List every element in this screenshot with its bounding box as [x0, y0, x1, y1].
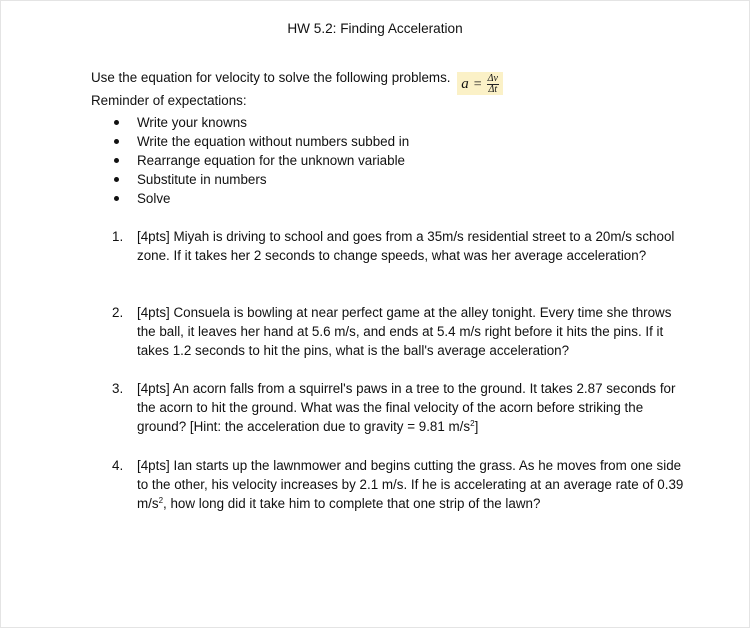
- problem-text-main: [4pts] An acorn falls from a squirrel's paws in a tree to the ground. It takes 2.87 seconds for the acorn to hit the ground. What was the final velocity of the acorn before striking the ground? [Hint: the acceleration due to gravity = 9.81 m/s: [137, 381, 676, 435]
- intro-text: Use the equation for velocity to solve the following problems.: [91, 70, 451, 85]
- list-item-text: Solve: [137, 191, 171, 206]
- list-item: [112, 189, 409, 208]
- problem-3: [112, 379, 692, 437]
- problem-4: [112, 456, 692, 514]
- list-item-text: Write your knowns: [137, 115, 247, 130]
- problem-2: [112, 303, 692, 361]
- problem-text: [137, 456, 692, 514]
- bullet-icon: [114, 139, 119, 144]
- list-item-text: Write the equation without numbers subbed in: [137, 134, 410, 149]
- problem-text-tail: , how long did it take him to complete that one strip of the lawn?: [163, 496, 541, 512]
- list-item-text: Substitute in numbers: [137, 172, 267, 187]
- superscript-exponent: 2: [470, 419, 475, 429]
- acceleration-formula: [457, 72, 503, 95]
- superscript-exponent: 2: [158, 496, 164, 506]
- problem-text: [4pts] Consuela is bowling at near perfect game at the alley tonight. Every time she throws the ball, it leaves her hand at 5.6 m/s, and ends at 5.4 m/s right before it hits the pins. If it takes 1.2 seconds to hit the pins, what is the ball's average acceleration?: [137, 305, 672, 359]
- problem-number: 3.: [112, 381, 124, 396]
- list-item: [112, 113, 409, 132]
- bullet-icon: [114, 158, 119, 163]
- problem-text: [137, 379, 692, 437]
- formula-denominator: Δt: [488, 84, 498, 95]
- problem-text: [4pts] Miyah is driving to school and goes from a 35m/s residential street to a 20m/s school zone. If it takes her 2 seconds to change speeds, what was her average acceleration?: [137, 229, 675, 264]
- formula-lhs: a: [461, 76, 469, 92]
- list-item: [112, 132, 409, 151]
- formula-numerator: Δv: [487, 73, 498, 84]
- list-item: [112, 170, 409, 189]
- reminder-heading: Reminder of expectations:: [91, 93, 247, 108]
- problem-number: 1.: [112, 229, 124, 244]
- list-item-text: Rearrange equation for the unknown variable: [137, 153, 405, 168]
- bullet-icon: [114, 177, 119, 182]
- list-item: [112, 151, 409, 170]
- problem-number: 2.: [112, 305, 124, 320]
- problem-1: [112, 227, 692, 265]
- formula-fraction: [487, 74, 499, 95]
- bullet-icon: [114, 196, 119, 201]
- expectations-list: [112, 113, 409, 208]
- page-title: HW 5.2: Finding Acceleration: [287, 21, 463, 36]
- formula-equals: =: [473, 77, 482, 92]
- problem-text-tail: ]: [474, 419, 479, 435]
- bullet-icon: [114, 120, 119, 125]
- problem-number: 4.: [112, 458, 124, 473]
- intro-line: [91, 70, 503, 95]
- problem-text-main: [4pts] Ian starts up the lawnmower and begins cutting the grass. As he moves from one side to the other, his velocity increases by 2.1 m/s. If he is accelerating at an average rate of 0.39 m/s: [137, 458, 684, 512]
